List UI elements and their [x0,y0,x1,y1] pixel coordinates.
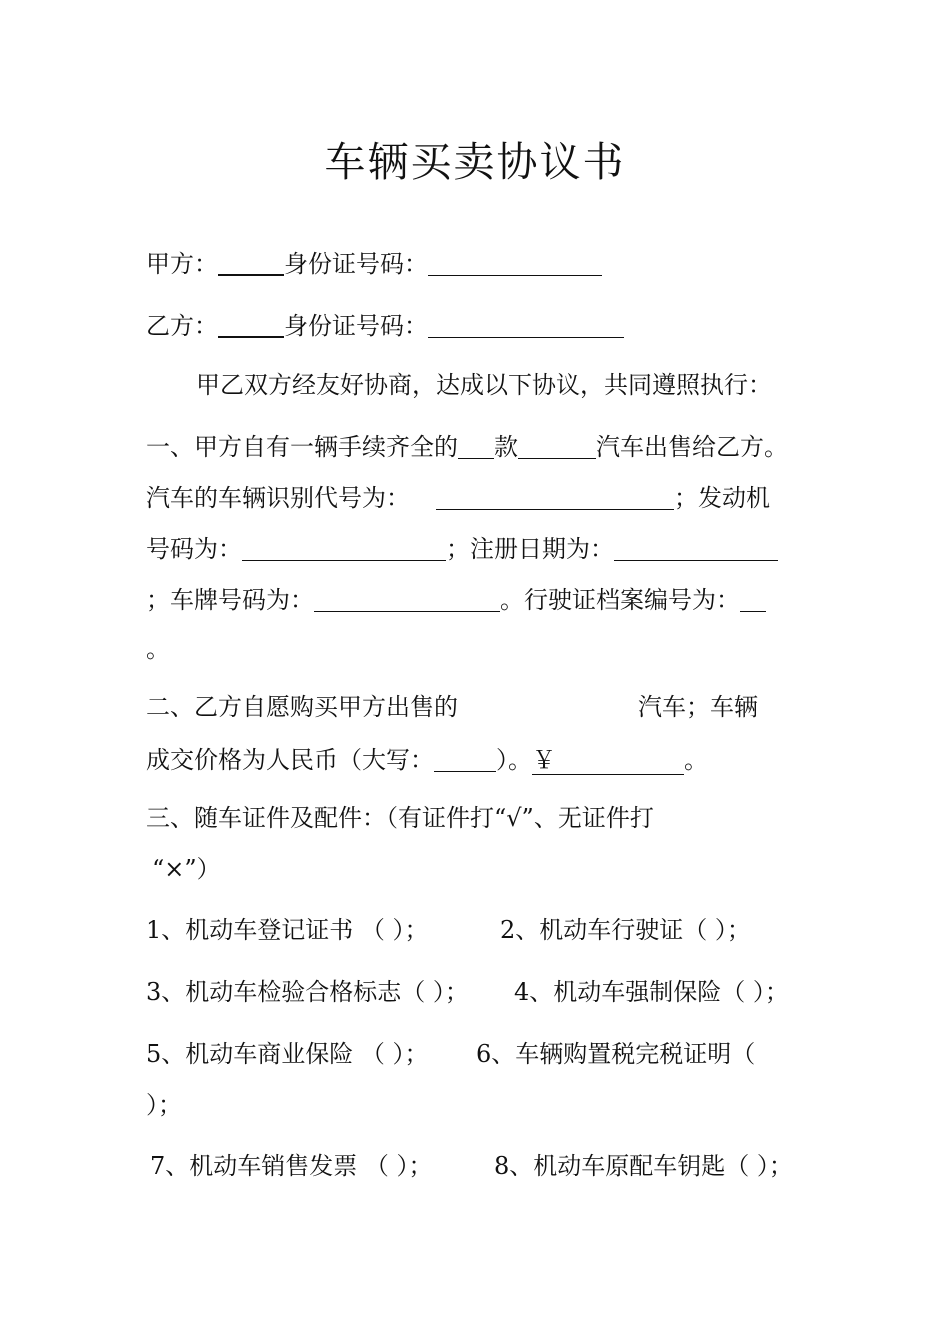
item-sales-invoice: 7、机动车销售发票 （ ）； [150,1152,433,1180]
price-words-blank[interactable] [434,745,496,772]
clause2-part2: 汽车；车辆 [638,693,758,721]
price-close: ）。 [496,746,532,774]
clause2-line1 [146,690,758,724]
intro-text: 甲乙双方经友好协商，达成以下协议，共同遵照执行： [196,371,772,399]
clause2-end: 。 [684,746,708,774]
item-driving-license: 2、机动车行驶证（ ）； [500,916,751,944]
car-brand-blank[interactable] [458,432,494,459]
reg-date-blank[interactable] [614,534,778,561]
reg-date-label: ；注册日期为： [446,535,614,563]
item-registration-certificate: 1、机动车登记证书 （ ）； [146,916,429,944]
archive-label: 。行驶证档案编号为： [500,586,740,614]
party-b-id-label: 身份证号码： [284,312,428,340]
document-title: 车辆买卖协议书 [324,138,626,186]
clause1-line2 [146,479,770,515]
engine-label-b: 号码为： [146,535,242,563]
clause1-end: 。 [146,635,170,663]
clause3-heading-cont: “×”） [152,855,221,883]
plate-number-blank[interactable] [314,585,500,612]
car-model-blank[interactable] [518,432,596,459]
party-b-name-blank[interactable] [218,310,284,338]
clause1-part2: 款 [494,433,518,461]
party-a-id-label: 身份证号码： [284,250,428,278]
item-compulsory-insurance: 4、机动车强制保险（ ）； [514,978,789,1006]
item-purchase-tax-certificate-cont: ）； [146,1091,182,1119]
party-b-line [146,306,624,343]
price-amount-field[interactable] [532,746,684,775]
vin-blank[interactable] [436,483,674,510]
engine-label-a: ；发动机 [674,484,770,512]
party-a-id-blank[interactable] [428,249,602,276]
party-b-label: 乙方： [146,312,218,340]
party-a-label: 甲方： [146,250,218,278]
clause2-part1: 二、乙方自愿购买甲方出售的 [146,693,458,721]
party-b-id-blank[interactable] [428,311,624,338]
clause1-line4 [146,581,766,617]
item-commercial-insurance: 5、机动车商业保险 （ ）； [146,1040,429,1068]
party-a-line [146,244,602,281]
clause3-heading: 三、随车证件及配件：（有证件打“√”、无证件打 [146,804,654,832]
clause1-line1 [146,428,788,464]
clause1-line3 [146,530,778,566]
clause2-line2 [146,741,708,777]
item-original-keys: 8、机动车原配车钥匙（ ）； [494,1152,793,1180]
archive-number-blank[interactable] [740,585,766,612]
engine-number-blank[interactable] [242,534,446,561]
yen-sign: ￥ [532,746,556,774]
party-a-name-blank[interactable] [218,248,284,276]
item-purchase-tax-certificate: 6、车辆购置税完税证明（ [476,1040,756,1068]
plate-label: ；车牌号码为： [146,586,314,614]
vin-label: 汽车的车辆识别代号为： [146,484,410,512]
price-label: 成交价格为人民币（大写： [146,746,434,774]
clause1-part1: 一、甲方自有一辆手续齐全的 [146,433,458,461]
item-inspection-mark: 3、机动车检验合格标志（ ）； [146,978,469,1006]
clause1-part3: 汽车出售给乙方。 [596,433,788,461]
